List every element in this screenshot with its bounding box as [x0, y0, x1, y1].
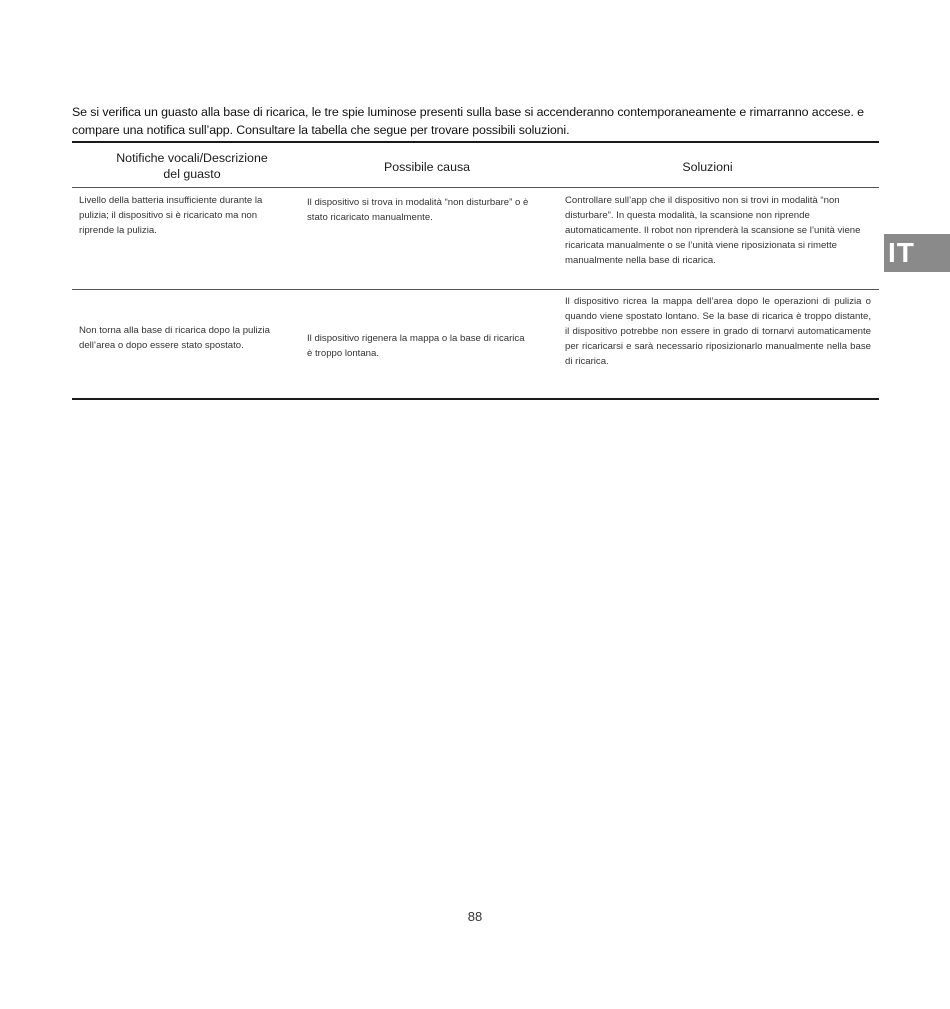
header-cause: Possibile causa	[383, 160, 471, 174]
header-notification-line2: del guasto	[163, 167, 221, 181]
header-divider	[72, 187, 879, 188]
header-solution: Soluzioni	[682, 160, 733, 174]
table-top-rule	[72, 141, 879, 143]
header-notification	[72, 150, 312, 182]
table-bottom-rule	[72, 398, 879, 400]
language-tab: IT	[884, 234, 950, 272]
row2-cause: Il dispositivo rigenera la mappa o la base di ricarica è troppo lontana.	[307, 333, 525, 359]
intro-paragraph: Se si verifica un guasto alla base di ricarica, le tre spie luminose presenti sulla base si accenderanno contemporaneamente e rimarranno accese. e compare una notifica sull’app. Consultare la tabella che segue per trovare possibili soluzioni.	[72, 105, 864, 138]
row2-notification: Non torna alla base di ricarica dopo la pulizia dell’area o dopo essere stato spostato.	[79, 325, 270, 351]
row-divider	[72, 289, 879, 290]
header-notification-line1: Notifiche vocali/Descrizione	[116, 151, 268, 165]
row1-notification: Livello della batteria insufficiente durante la pulizia; il dispositivo si è ricaricato ma non riprende la pulizia.	[79, 195, 263, 236]
row2-solution: Il dispositivo ricrea la mappa dell’area dopo le operazioni di pulizia o quando viene spostato lontano. Se la base di ricarica è troppo distante, il dispositivo potrebbe non essere in grado di tornarvi automaticamente per ricaricarsi e sarà necessario riposizionarlo manualmente nella base di ricarica.	[565, 296, 871, 367]
row1-cause: Il dispositivo si trova in modalità “non disturbare” o è stato ricaricato manualmente.	[307, 197, 529, 223]
page-number: 88	[467, 909, 483, 924]
row1-solution: Controllare sull’app che il dispositivo non si trovi in modalità “non disturbare”. In questa modalità, la scansione non riprende automaticamente. Il robot non riprenderà la scansione se l’unità viene ricaricata manualmente o se l’unità viene riposizionata si rimette manualmente nella base di ricarica.	[565, 195, 861, 266]
